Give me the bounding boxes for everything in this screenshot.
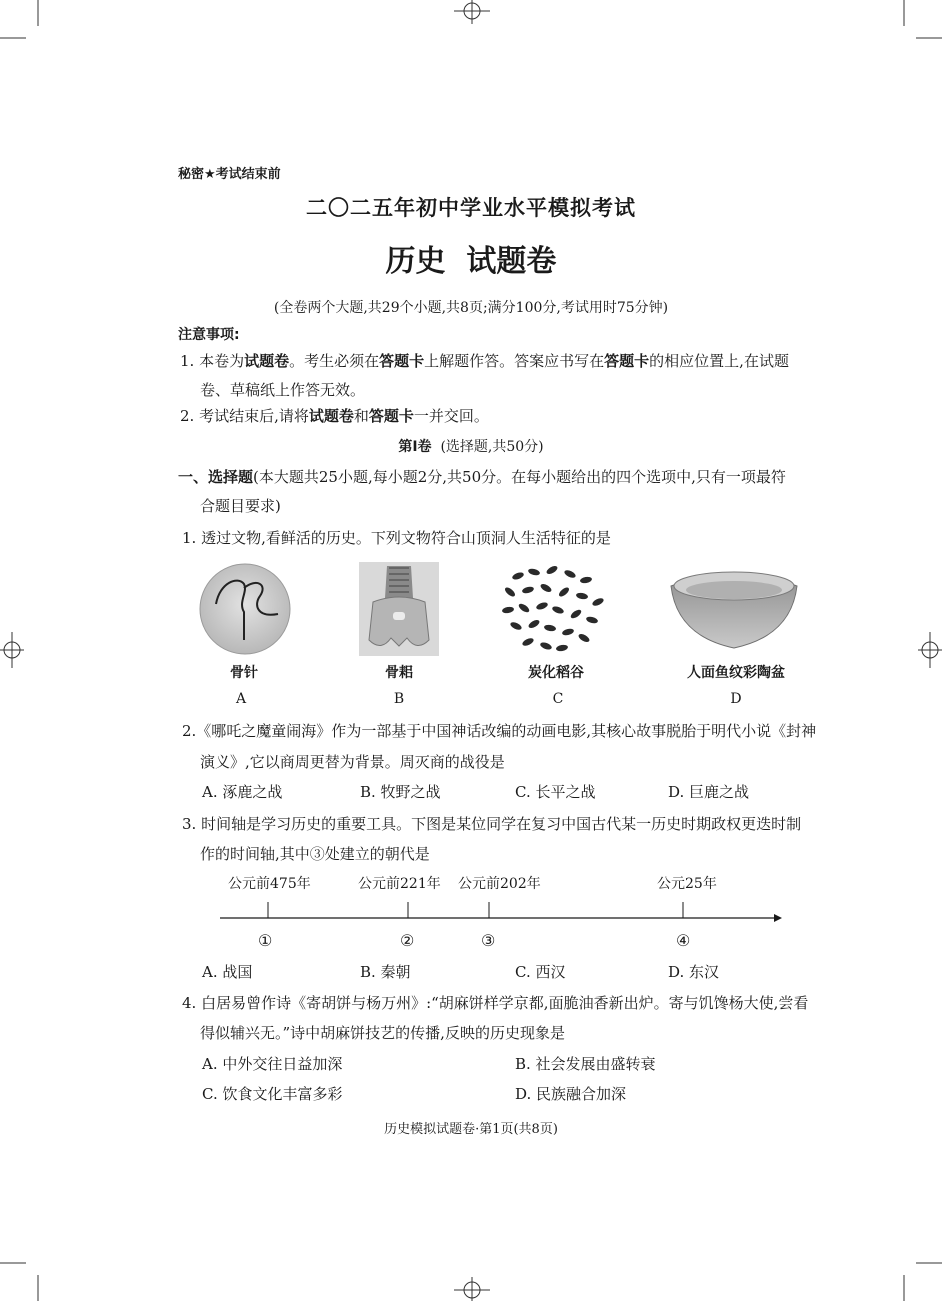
- timeline-axis: [218, 896, 784, 928]
- q3-option-a: A. 战国: [202, 963, 253, 981]
- registration-mark-left-icon: [0, 628, 24, 672]
- q2-option-c: C. 长平之战: [515, 783, 596, 801]
- volume-note: (选择题,共50分): [440, 439, 544, 455]
- bone-plough-image: [359, 562, 439, 656]
- registration-mark-right-icon: [918, 628, 942, 672]
- notice-heading: 注意事项:: [178, 327, 240, 343]
- notice-text: 1. 本卷为: [180, 352, 245, 370]
- registration-mark-bottom-icon: [448, 1277, 496, 1301]
- bone-needle-image: [198, 562, 292, 656]
- q2-option-d: D. 巨鹿之战: [668, 783, 750, 801]
- notice-text: 2. 考试结束后,请将: [180, 407, 309, 425]
- part-instructions: (本大题共25小题,每小题2分,共50分。在每小题给出的四个选项中,只有一项最符: [253, 468, 786, 486]
- part-heading: [178, 467, 786, 487]
- part-label: 一、选择题: [178, 468, 254, 486]
- q3-stem-cont: 作的时间轴,其中③处建立的朝代是: [200, 845, 430, 863]
- timeline-label-2: 公元前221年: [358, 876, 441, 892]
- volume-heading: [0, 437, 942, 457]
- caption-bone-needle: 骨针: [230, 665, 258, 681]
- q3-stem: 3. 时间轴是学习历史的重要工具。下图是某位同学在复习中国古代某一历史时期政权更迭时制: [182, 815, 802, 833]
- painted-pottery-basin-image: [667, 566, 801, 650]
- timeline-label-4: 公元25年: [657, 876, 717, 892]
- page-footer: 历史模拟试题卷·第1页(共8页): [384, 1122, 558, 1137]
- timeline-label-1: 公元前475年: [228, 876, 311, 892]
- notice-emphasis: 答题卡: [368, 407, 414, 425]
- option-letter-c: C: [552, 691, 564, 707]
- exam-title: 二〇二五年初中学业水平模拟考试: [306, 195, 636, 220]
- q4-stem-cont: 得似辅兴无。”诗中胡麻饼技艺的传播,反映的历史现象是: [200, 1024, 565, 1042]
- notice-text: 。考生必须在: [289, 352, 380, 370]
- option-letter-d: D: [730, 691, 742, 707]
- q1-stem: 1. 透过文物,看鲜活的历史。下列文物符合山顶洞人生活特征的是: [182, 529, 611, 547]
- caption-carbonized-rice: 炭化稻谷: [528, 665, 584, 681]
- timeline-mark-2: ②: [400, 931, 415, 950]
- q4-option-c: C. 饮食文化丰富多彩: [202, 1085, 343, 1103]
- q3-option-d: D. 东汉: [668, 963, 720, 981]
- notice-item-2: [180, 406, 489, 426]
- timeline-mark-3: ③: [481, 931, 496, 950]
- q2-stem-cont: 演义》,它以商周更替为背景。周灭商的战役是: [200, 753, 505, 771]
- part-instructions-cont: 合题目要求): [200, 497, 281, 515]
- timeline-label-3: 公元前202年: [458, 876, 541, 892]
- timeline-mark-4: ④: [676, 931, 691, 950]
- q3-option-c: C. 西汉: [515, 963, 566, 981]
- option-letter-a: A: [235, 691, 247, 707]
- q2-option-b: B. 牧野之战: [360, 783, 441, 801]
- notice-item-1: [180, 351, 789, 371]
- q4-option-d: D. 民族融合加深: [515, 1085, 627, 1103]
- secret-label: 秘密★考试结束前: [178, 167, 281, 182]
- notice-item-1-cont: 卷、草稿纸上作答无效。: [200, 381, 366, 399]
- q3-option-b: B. 秦朝: [360, 963, 411, 981]
- registration-mark-top-icon: [448, 0, 496, 24]
- crop-mark-bottom-right-icon: [902, 1261, 942, 1301]
- caption-bone-plough: 骨耜: [385, 665, 413, 681]
- crop-mark-top-left-icon: [0, 0, 40, 40]
- q4-stem: 4. 白居易曾作诗《寄胡饼与杨万州》:“胡麻饼样学京都,面脆油香新出炉。寄与饥馋杨大使,尝看: [182, 994, 809, 1012]
- q2-option-a: A. 涿鹿之战: [202, 783, 283, 801]
- caption-pottery-basin: 人面鱼纹彩陶盆: [687, 665, 785, 681]
- notice-emphasis: 试题卷: [308, 407, 354, 425]
- notice-text: 一并交回。: [413, 407, 489, 425]
- notice-text: 上解题作答。答案应书写在: [424, 352, 605, 370]
- timeline-mark-1: ①: [258, 931, 273, 950]
- option-letter-b: B: [393, 691, 405, 707]
- crop-mark-bottom-left-icon: [0, 1261, 40, 1301]
- paper-title: 历史 试题卷: [385, 244, 557, 279]
- volume-label: 第Ⅰ卷: [398, 439, 432, 455]
- notice-text: 和: [353, 407, 369, 425]
- exam-info: (全卷两个大题,共29个小题,共8页;满分100分,考试用时75分钟): [273, 300, 669, 316]
- q4-option-a: A. 中外交往日益加深: [202, 1055, 343, 1073]
- notice-emphasis: 试题卷: [244, 352, 290, 370]
- carbonized-rice-image: [498, 562, 606, 654]
- crop-mark-top-right-icon: [902, 0, 942, 40]
- notice-emphasis: 答题卡: [604, 352, 650, 370]
- notice-text: 的相应位置上,在试题: [649, 352, 789, 370]
- q4-option-b: B. 社会发展由盛转衰: [515, 1055, 656, 1073]
- notice-emphasis: 答题卡: [379, 352, 425, 370]
- q2-stem: 2.《哪吒之魔童闹海》作为一部基于中国神话改编的动画电影,其核心故事脱胎于明代小说《封神: [182, 722, 817, 740]
